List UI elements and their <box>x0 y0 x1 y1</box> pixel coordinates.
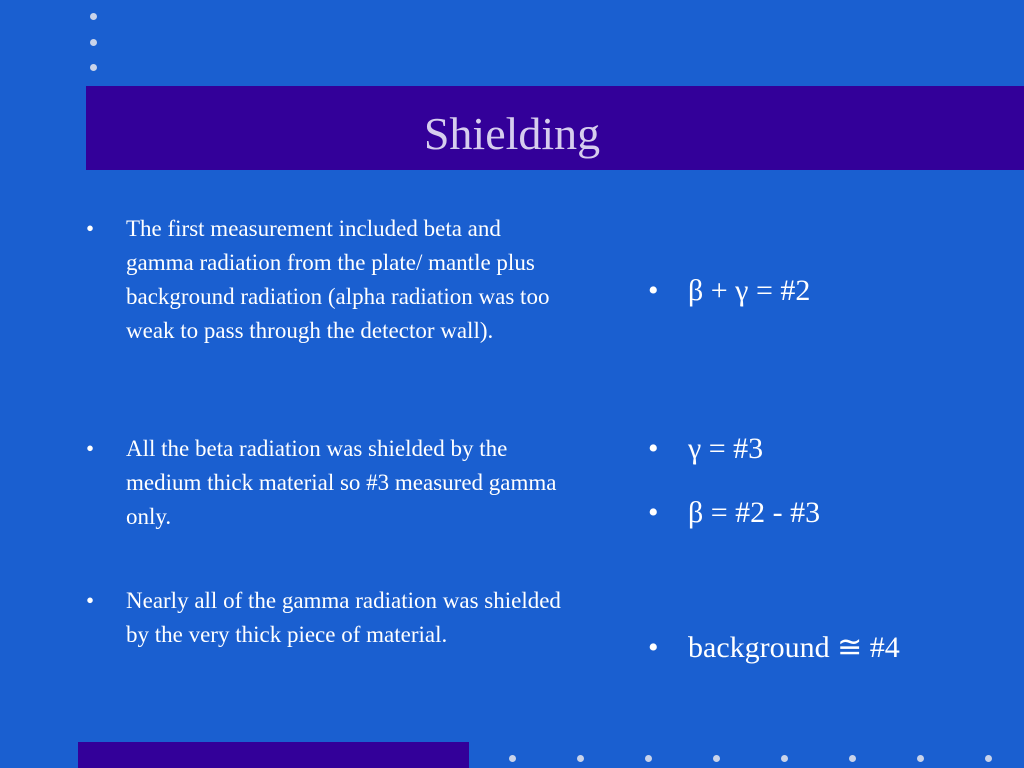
bullet-mark: • <box>648 496 659 529</box>
right-bullet-text: β = #2 - #3 <box>688 496 821 529</box>
title-band <box>86 86 1024 170</box>
decorative-dot <box>645 755 652 762</box>
right-bullet-text: β + γ = #2 <box>688 274 811 307</box>
bullet-mark: • <box>86 216 95 241</box>
decorative-dot <box>577 755 584 762</box>
left-bullet-text: The first measurement included beta and gamma radiation from the plate/ mantle plus background radiation (alpha radiation was too weak to pass through the detector wall). <box>126 216 550 343</box>
left-bullet-text: Nearly all of the gamma radiation was shielded by the very thick piece of material. <box>126 588 561 647</box>
decorative-dot <box>985 755 992 762</box>
left-bullet-text: All the beta radiation was shielded by the medium thick material so #3 measured gamma only. <box>126 436 557 529</box>
left-bullet-item <box>86 584 566 652</box>
decorative-dot <box>509 755 516 762</box>
bullet-mark: • <box>648 631 659 664</box>
right-bullet-text: background ≅ #4 <box>688 631 900 664</box>
right-bullet-item <box>648 630 900 666</box>
right-bullet-text: γ = #3 <box>688 432 764 465</box>
left-bullet-item <box>86 212 566 348</box>
right-bullet-item <box>648 431 763 467</box>
decorative-dot <box>90 39 97 46</box>
left-bullet-item <box>86 432 566 534</box>
decorative-dot <box>90 13 97 20</box>
decorative-dot <box>713 755 720 762</box>
bullet-mark: • <box>86 436 95 461</box>
bullet-mark: • <box>648 274 659 307</box>
bullet-mark: • <box>86 588 95 613</box>
right-bullet-item <box>648 273 810 309</box>
bullet-mark: • <box>648 432 659 465</box>
decorative-dot <box>90 64 97 71</box>
right-bullet-item <box>648 495 820 531</box>
decorative-dot <box>781 755 788 762</box>
bottom-band <box>78 742 469 768</box>
slide-title: Shielding <box>423 108 601 159</box>
decorative-dot <box>849 755 856 762</box>
decorative-dot <box>917 755 924 762</box>
